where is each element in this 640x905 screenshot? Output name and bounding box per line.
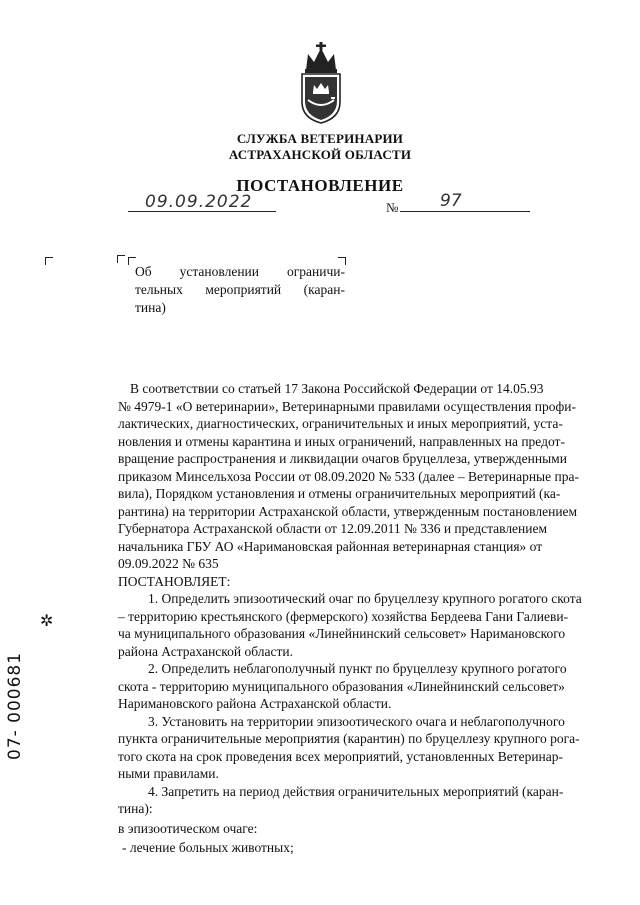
body-line: приказом Минсельхоза России от 08.09.2020 № 533 (далее – Ветеринарные пра- (118, 468, 579, 484)
body-line: 09.09.2022 № 635 (118, 556, 219, 571)
subject-line: Об установлении ограничи- (135, 264, 345, 279)
body-line: рантина) на территории Астраханской области, утвержденным постановлением (118, 503, 578, 519)
document-type-title: ПОСТАНОВЛЕНИЕ (236, 176, 404, 195)
body-line: того скота на срок проведения всех мероприятий, установленных Ветеринар- (118, 748, 564, 764)
organization-name-line2: АСТРАХАНСКОЙ ОБЛАСТИ (228, 147, 412, 162)
body-line: - лечение больных животных; (122, 840, 294, 855)
document-body (118, 380, 612, 857)
body-line: вращение распространения и ликвидации очагов бруцеллеза, утвержденными (118, 451, 567, 466)
body-line: 2. Определить неблагополучный пункт по бруцеллезу крупного рогатого (148, 661, 567, 676)
body-line: начальника ГБУ АО «Наримановская районная ветеринарная станция» от (118, 538, 543, 554)
number-underline (400, 211, 530, 212)
body-line: 1. Определить эпизоотический очаг по бруцеллезу крупного рогатого скота (148, 591, 582, 606)
resolution-heading: ПОСТАНОВЛЯЕТ: (118, 573, 231, 589)
handwritten-date: 09.09.2022 (145, 192, 253, 212)
body-line: В соответствии со статьей 17 Закона Российской Федерации от 14.05.93 (130, 381, 544, 396)
body-line: вила), Порядком установления и отмены ограничительных мероприятий (ка- (118, 486, 561, 501)
organization-name-line1: СЛУЖБА ВЕТЕРИНАРИИ (236, 131, 404, 146)
body-line: лактических, диагностических, ограничительных и иных мероприятий, уста- (118, 416, 563, 431)
registration-stamp-number: 07- 000681 (5, 651, 25, 760)
body-line: Наримановского района Астраханской области. (118, 696, 392, 711)
body-line: Губернатора Астраханской области от 12.09.2011 № 336 и представлением (118, 521, 548, 536)
body-line: пункта ограничительные мероприятия (карантин) по бруцеллезу крупного рога- (118, 731, 580, 746)
body-line: 4. Запретить на период действия ограничительных мероприятий (каран- (148, 783, 564, 799)
body-line: № 4979-1 «О ветеринарии», Ветеринарными правилами осуществления профи- (118, 398, 576, 414)
body-line: новления и отмены карантина и иных ограничений, направленных на предот- (118, 433, 565, 449)
body-line: тина): (118, 801, 153, 816)
coat-of-arms-emblem (296, 40, 346, 124)
subject-corner-mark-outer (117, 255, 125, 263)
subject-line: тельных мероприятий (каран- (135, 282, 345, 297)
body-line: района Астраханской области. (118, 643, 294, 659)
body-line: ными правилами. (118, 766, 219, 781)
body-line: – территорию крестьянского (фермерского) хозяйства Бердеева Гани Галиеви- (118, 608, 569, 624)
body-line: скота - территорию муниципального образования «Линейнинский сельсовет» (118, 678, 565, 694)
document-subject (135, 263, 345, 317)
body-line: в эпизоотическом очаге: (118, 820, 258, 836)
body-line: ча муниципального образования «Линейнинский сельсовет» Наримановского (118, 626, 566, 641)
margin-corner-mark-left (45, 257, 53, 265)
number-sign: № (386, 200, 399, 215)
handwritten-number: 97 (440, 191, 462, 211)
snowflake-icon: ✲ (40, 611, 54, 630)
subject-line: тина) (135, 300, 166, 315)
body-line: 3. Установить на территории эпизоотического очага и неблагополучного (148, 713, 565, 729)
